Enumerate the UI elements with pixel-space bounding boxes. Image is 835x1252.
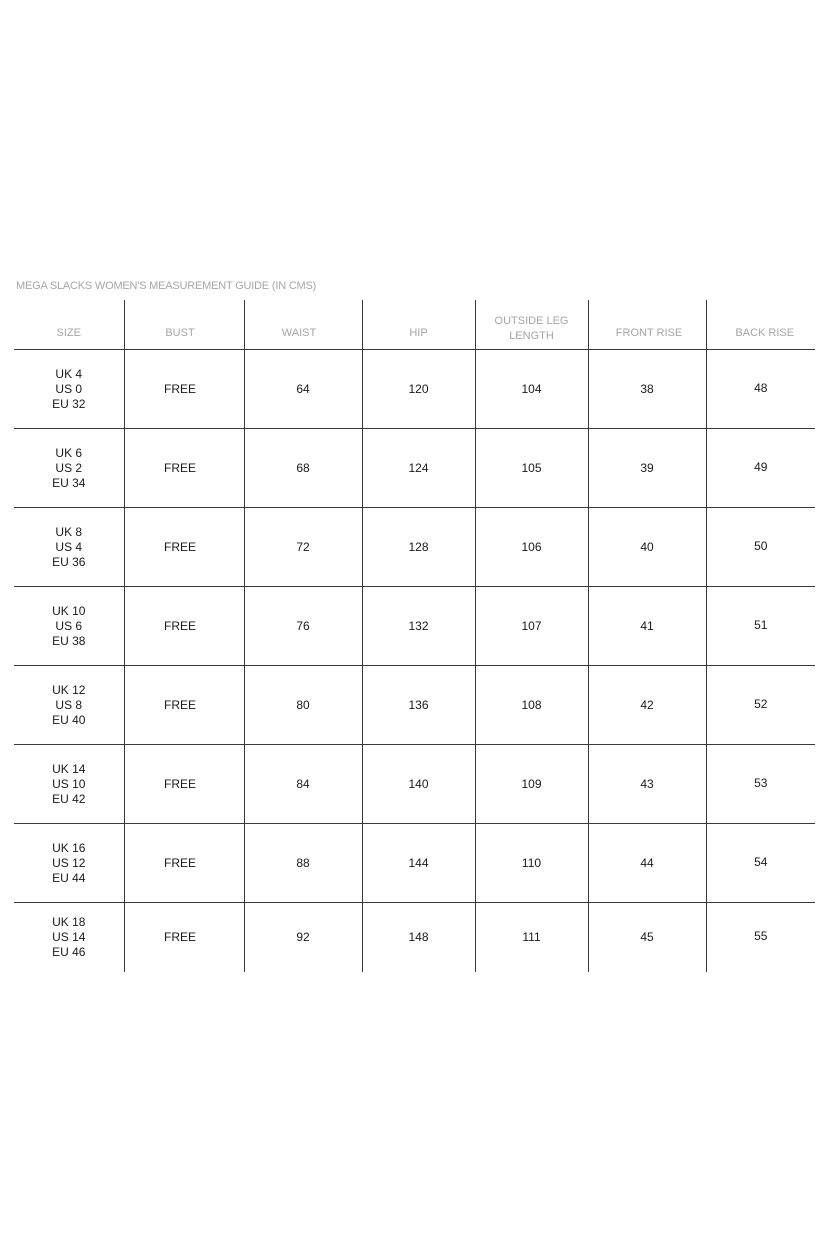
table-body xyxy=(14,350,815,973)
size-label: UK 4 xyxy=(55,366,83,381)
table-row xyxy=(14,587,815,666)
size-label: UK 10 xyxy=(52,603,86,618)
back-rise-value: 55 xyxy=(754,929,768,943)
size-label: US 8 xyxy=(55,697,83,712)
back-rise-cell xyxy=(706,429,815,508)
hip-cell xyxy=(362,429,475,508)
bust-cell xyxy=(124,508,244,587)
back-rise-value: 51 xyxy=(754,617,768,632)
hip-value: 120 xyxy=(408,381,429,396)
waist-cell xyxy=(244,903,362,973)
front-rise-cell xyxy=(588,350,706,429)
front-rise-cell xyxy=(588,429,706,508)
size-label: EU 32 xyxy=(52,396,86,411)
size-label: UK 12 xyxy=(52,682,86,697)
size-label: UK 8 xyxy=(55,524,83,539)
back-rise-value: 48 xyxy=(754,380,768,395)
outside-leg-value: 110 xyxy=(521,855,542,870)
header-row xyxy=(14,300,815,350)
column-header-bust: BUST xyxy=(124,300,244,350)
front-rise-value: 45 xyxy=(640,930,654,944)
hip-value: 128 xyxy=(408,539,429,554)
waist-cell xyxy=(244,350,362,429)
size-label: EU 36 xyxy=(52,554,86,569)
bust-value: FREE xyxy=(163,381,196,396)
bust-cell xyxy=(124,666,244,745)
waist-value: 84 xyxy=(296,776,310,791)
waist-cell xyxy=(244,587,362,666)
size-label: UK 14 xyxy=(52,761,86,776)
waist-value: 92 xyxy=(296,930,310,944)
front-rise-cell xyxy=(588,508,706,587)
hip-cell xyxy=(362,508,475,587)
size-label: UK 6 xyxy=(55,445,83,460)
outside-leg-value: 107 xyxy=(521,618,542,633)
waist-value: 72 xyxy=(296,539,310,554)
outside-leg-cell xyxy=(475,429,588,508)
hip-cell xyxy=(362,350,475,429)
size-label: US 0 xyxy=(55,381,83,396)
size-label: US 14 xyxy=(52,930,86,944)
waist-cell xyxy=(244,666,362,745)
table-row xyxy=(14,824,815,903)
bust-value: FREE xyxy=(163,539,196,554)
front-rise-value: 41 xyxy=(640,618,654,633)
size-label: EU 42 xyxy=(52,791,86,806)
table-row xyxy=(14,903,815,973)
table-row xyxy=(14,429,815,508)
size-label: EU 44 xyxy=(52,870,86,885)
size-label: EU 40 xyxy=(52,712,86,727)
measurement-table xyxy=(14,300,815,972)
page-title: MEGA SLACKS WOMEN'S MEASUREMENT GUIDE (IN CMS) xyxy=(16,280,317,292)
hip-value: 132 xyxy=(408,618,429,633)
front-rise-value: 42 xyxy=(640,697,654,712)
hip-value: 124 xyxy=(408,460,429,475)
size-cell xyxy=(14,903,124,973)
bust-cell xyxy=(124,903,244,973)
size-label: US 6 xyxy=(55,618,83,633)
column-header-size: SIZE xyxy=(14,300,124,350)
back-rise-cell xyxy=(706,903,815,973)
table-row xyxy=(14,666,815,745)
outside-leg-value: 109 xyxy=(521,776,542,791)
table-row xyxy=(14,350,815,429)
back-rise-value: 49 xyxy=(754,459,768,474)
outside-leg-value: 104 xyxy=(521,381,542,396)
bust-cell xyxy=(124,429,244,508)
bust-value: FREE xyxy=(163,460,196,475)
back-rise-cell xyxy=(706,666,815,745)
hip-cell xyxy=(362,745,475,824)
hip-value: 140 xyxy=(408,776,429,791)
bust-cell xyxy=(124,350,244,429)
front-rise-value: 39 xyxy=(640,460,654,475)
bust-cell xyxy=(124,824,244,903)
column-header-hip: HIP xyxy=(362,300,475,350)
hip-cell xyxy=(362,824,475,903)
hip-cell xyxy=(362,903,475,973)
column-header-outside-leg-length: OUTSIDE LEG LENGTH xyxy=(475,300,588,350)
front-rise-cell xyxy=(588,824,706,903)
back-rise-value: 53 xyxy=(754,775,768,790)
outside-leg-cell xyxy=(475,350,588,429)
front-rise-cell xyxy=(588,903,706,973)
outside-leg-value: 111 xyxy=(522,930,541,944)
waist-cell xyxy=(244,745,362,824)
size-label: EU 38 xyxy=(52,633,86,648)
size-cell xyxy=(14,666,124,745)
size-label: UK 16 xyxy=(52,840,86,855)
bust-cell xyxy=(124,587,244,666)
size-cell xyxy=(14,429,124,508)
table-row xyxy=(14,745,815,824)
waist-cell xyxy=(244,824,362,903)
outside-leg-value: 105 xyxy=(521,460,542,475)
back-rise-cell xyxy=(706,824,815,903)
column-header-front-rise: FRONT RISE xyxy=(588,300,706,350)
outside-leg-cell xyxy=(475,824,588,903)
size-label: EU 34 xyxy=(52,475,86,490)
column-header-back-rise: BACK RISE xyxy=(706,300,815,350)
outside-leg-cell xyxy=(475,666,588,745)
back-rise-cell xyxy=(706,350,815,429)
size-label: UK 18 xyxy=(52,915,86,929)
waist-value: 64 xyxy=(296,381,310,396)
bust-value: FREE xyxy=(163,930,196,944)
outside-leg-value: 108 xyxy=(521,697,542,712)
size-cell xyxy=(14,745,124,824)
hip-value: 144 xyxy=(408,855,429,870)
front-rise-cell xyxy=(588,666,706,745)
bust-value: FREE xyxy=(163,855,196,870)
size-cell xyxy=(14,587,124,666)
front-rise-value: 43 xyxy=(640,776,654,791)
outside-leg-cell xyxy=(475,745,588,824)
back-rise-cell xyxy=(706,587,815,666)
table-row xyxy=(14,508,815,587)
front-rise-cell xyxy=(588,587,706,666)
back-rise-cell xyxy=(706,508,815,587)
bust-value: FREE xyxy=(163,618,196,633)
outside-leg-value: 106 xyxy=(521,539,542,554)
size-cell xyxy=(14,508,124,587)
front-rise-value: 44 xyxy=(640,855,654,870)
size-cell xyxy=(14,824,124,903)
back-rise-value: 54 xyxy=(754,854,768,869)
back-rise-value: 52 xyxy=(754,696,768,711)
outside-leg-cell xyxy=(475,508,588,587)
outside-leg-cell xyxy=(475,587,588,666)
waist-value: 68 xyxy=(296,460,310,475)
outside-leg-cell xyxy=(475,903,588,973)
back-rise-value: 50 xyxy=(754,538,768,553)
size-label: US 2 xyxy=(55,460,83,475)
size-cell xyxy=(14,350,124,429)
size-label: US 10 xyxy=(52,776,86,791)
column-header-waist: WAIST xyxy=(244,300,362,350)
back-rise-cell xyxy=(706,745,815,824)
waist-cell xyxy=(244,429,362,508)
hip-cell xyxy=(362,666,475,745)
bust-value: FREE xyxy=(163,776,196,791)
hip-value: 148 xyxy=(408,930,429,944)
waist-value: 88 xyxy=(296,855,310,870)
hip-cell xyxy=(362,587,475,666)
front-rise-cell xyxy=(588,745,706,824)
waist-value: 80 xyxy=(296,697,310,712)
size-label: US 4 xyxy=(55,539,83,554)
size-label: US 12 xyxy=(52,855,86,870)
bust-value: FREE xyxy=(163,697,196,712)
waist-cell xyxy=(244,508,362,587)
hip-value: 136 xyxy=(408,697,429,712)
waist-value: 76 xyxy=(296,618,310,633)
front-rise-value: 38 xyxy=(640,381,654,396)
bust-cell xyxy=(124,745,244,824)
size-label: EU 46 xyxy=(52,945,86,959)
front-rise-value: 40 xyxy=(640,539,654,554)
